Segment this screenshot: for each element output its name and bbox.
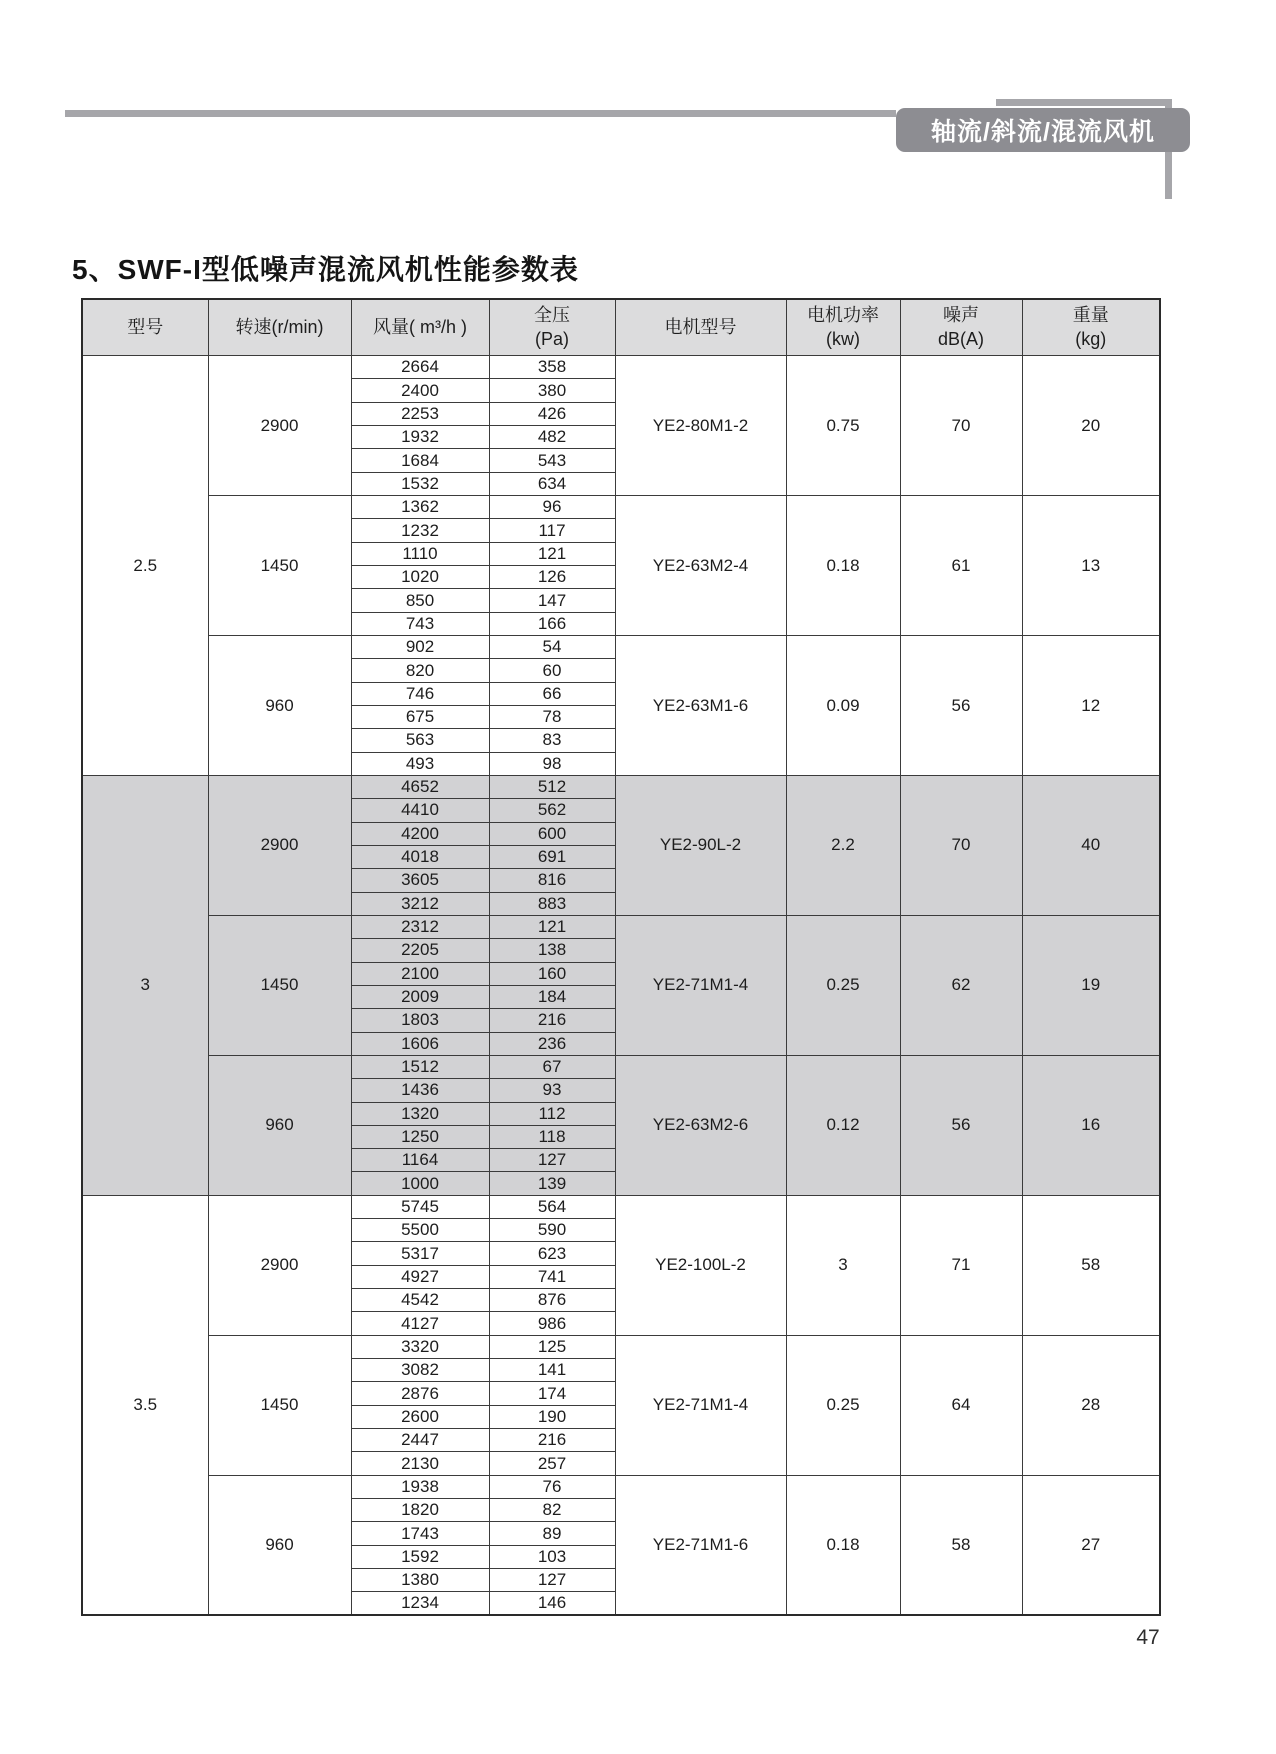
pressure-cell: 166 <box>489 612 615 635</box>
table-head <box>82 299 1160 356</box>
flow-cell: 1234 <box>351 1592 489 1615</box>
pressure-cell: 67 <box>489 1055 615 1078</box>
column-header-label: 噪声 <box>943 305 979 326</box>
column-header-label: 电机功率 <box>807 305 879 326</box>
speed-cell: 2900 <box>208 775 351 915</box>
pressure-cell: 512 <box>489 775 615 798</box>
flow-cell: 3212 <box>351 892 489 915</box>
pressure-cell: 426 <box>489 402 615 425</box>
motor-power-cell: 0.18 <box>786 495 900 635</box>
noise-cell: 64 <box>900 1335 1022 1475</box>
flow-cell: 1380 <box>351 1569 489 1592</box>
column-header-sublabel: (Pa) <box>534 328 569 349</box>
flow-cell: 1743 <box>351 1522 489 1545</box>
pressure-cell: 126 <box>489 565 615 588</box>
flow-cell: 2447 <box>351 1429 489 1452</box>
pressure-cell: 876 <box>489 1289 615 1312</box>
flow-cell: 850 <box>351 589 489 612</box>
pressure-cell: 543 <box>489 449 615 472</box>
table-row <box>82 1055 1160 1078</box>
pressure-cell: 76 <box>489 1475 615 1498</box>
flow-cell: 1232 <box>351 519 489 542</box>
category-badge <box>896 108 1190 152</box>
column-header-pressure <box>489 299 615 356</box>
pressure-cell: 190 <box>489 1405 615 1428</box>
pressure-cell: 562 <box>489 799 615 822</box>
model-cell: 2.5 <box>82 356 208 776</box>
pressure-cell: 125 <box>489 1335 615 1358</box>
flow-cell: 493 <box>351 752 489 775</box>
weight-cell: 28 <box>1022 1335 1160 1475</box>
table-body <box>82 356 1160 1616</box>
category-badge-label: 轴流/斜流/混流风机 <box>931 118 1155 146</box>
pressure-cell: 127 <box>489 1569 615 1592</box>
flow-cell: 2876 <box>351 1382 489 1405</box>
column-header-sublabel: (kw) <box>826 328 860 349</box>
pressure-cell: 98 <box>489 752 615 775</box>
motor-power-cell: 0.12 <box>786 1055 900 1195</box>
flow-cell: 1512 <box>351 1055 489 1078</box>
table-row <box>82 495 1160 518</box>
flow-cell: 1803 <box>351 1009 489 1032</box>
flow-cell: 3320 <box>351 1335 489 1358</box>
motor-power-cell: 0.09 <box>786 635 900 775</box>
flow-cell: 563 <box>351 729 489 752</box>
noise-cell: 70 <box>900 356 1022 496</box>
noise-cell: 58 <box>900 1475 1022 1615</box>
flow-cell: 746 <box>351 682 489 705</box>
pressure-cell: 147 <box>489 589 615 612</box>
motor-power-cell: 2.2 <box>786 775 900 915</box>
noise-cell: 71 <box>900 1195 1022 1335</box>
column-header-label: 电机型号 <box>664 316 737 337</box>
flow-cell: 743 <box>351 612 489 635</box>
column-header-sublabel: (kg) <box>1075 328 1107 349</box>
flow-cell: 5500 <box>351 1219 489 1242</box>
column-header-flow <box>351 299 489 356</box>
flow-cell: 1820 <box>351 1499 489 1522</box>
weight-cell: 40 <box>1022 775 1160 915</box>
table-row <box>82 775 1160 798</box>
flow-cell: 4018 <box>351 845 489 868</box>
weight-cell: 19 <box>1022 915 1160 1055</box>
pressure-cell: 482 <box>489 425 615 448</box>
pressure-cell: 146 <box>489 1592 615 1615</box>
pressure-cell: 121 <box>489 542 615 565</box>
flow-cell: 1250 <box>351 1125 489 1148</box>
pressure-cell: 634 <box>489 472 615 495</box>
column-header-label: 重量 <box>1072 305 1109 326</box>
pressure-cell: 83 <box>489 729 615 752</box>
flow-cell: 1000 <box>351 1172 489 1195</box>
column-header-label: 全压 <box>534 305 570 326</box>
header-rule-left <box>65 110 896 117</box>
weight-cell: 12 <box>1022 635 1160 775</box>
motor-model-cell: YE2-63M2-4 <box>615 495 786 635</box>
pressure-cell: 60 <box>489 659 615 682</box>
noise-cell: 62 <box>900 915 1022 1055</box>
pressure-cell: 127 <box>489 1149 615 1172</box>
flow-cell: 3082 <box>351 1359 489 1382</box>
flow-cell: 1684 <box>351 449 489 472</box>
column-header-model <box>82 299 208 356</box>
page-title: 5、SWF-I型低噪声混流风机性能参数表 <box>72 254 579 285</box>
speed-cell: 960 <box>208 635 351 775</box>
flow-cell: 2205 <box>351 939 489 962</box>
flow-cell: 4410 <box>351 799 489 822</box>
flow-cell: 2253 <box>351 402 489 425</box>
flow-cell: 4200 <box>351 822 489 845</box>
noise-cell: 56 <box>900 1055 1022 1195</box>
pressure-cell: 564 <box>489 1195 615 1218</box>
flow-cell: 1592 <box>351 1545 489 1568</box>
column-header-sublabel: dB(A) <box>937 328 984 349</box>
speed-cell: 2900 <box>208 356 351 496</box>
motor-model-cell: YE2-63M1-6 <box>615 635 786 775</box>
motor-model-cell: YE2-100L-2 <box>615 1195 786 1335</box>
speed-cell: 1450 <box>208 915 351 1055</box>
flow-cell: 1932 <box>351 425 489 448</box>
pressure-cell: 236 <box>489 1032 615 1055</box>
column-header-label: 转速(r/min) <box>235 316 324 337</box>
flow-cell: 902 <box>351 635 489 658</box>
flow-cell: 1532 <box>351 472 489 495</box>
pressure-cell: 138 <box>489 939 615 962</box>
column-header-motor <box>615 299 786 356</box>
pressure-cell: 883 <box>489 892 615 915</box>
table-row <box>82 356 1160 379</box>
motor-model-cell: YE2-71M1-6 <box>615 1475 786 1615</box>
pressure-cell: 160 <box>489 962 615 985</box>
flow-cell: 5745 <box>351 1195 489 1218</box>
speed-cell: 960 <box>208 1475 351 1615</box>
pressure-cell: 600 <box>489 822 615 845</box>
model-cell: 3.5 <box>82 1195 208 1615</box>
column-header-noise <box>900 299 1022 356</box>
flow-cell: 2130 <box>351 1452 489 1475</box>
pressure-cell: 82 <box>489 1499 615 1522</box>
pressure-cell: 741 <box>489 1265 615 1288</box>
table-row <box>82 635 1160 658</box>
model-cell: 3 <box>82 775 208 1195</box>
page-number: 47 <box>1136 1626 1160 1649</box>
table-row <box>82 915 1160 938</box>
pressure-cell: 174 <box>489 1382 615 1405</box>
pressure-cell: 816 <box>489 869 615 892</box>
flow-cell: 5317 <box>351 1242 489 1265</box>
pressure-cell: 103 <box>489 1545 615 1568</box>
flow-cell: 820 <box>351 659 489 682</box>
motor-model-cell: YE2-80M1-2 <box>615 356 786 496</box>
pressure-cell: 121 <box>489 915 615 938</box>
motor-power-cell: 3 <box>786 1195 900 1335</box>
pressure-cell: 78 <box>489 705 615 728</box>
flow-cell: 4542 <box>351 1289 489 1312</box>
flow-cell: 1938 <box>351 1475 489 1498</box>
motor-model-cell: YE2-90L-2 <box>615 775 786 915</box>
pressure-cell: 691 <box>489 845 615 868</box>
flow-cell: 4927 <box>351 1265 489 1288</box>
table-row <box>82 1475 1160 1498</box>
pressure-cell: 358 <box>489 356 615 379</box>
pressure-cell: 89 <box>489 1522 615 1545</box>
flow-cell: 2400 <box>351 379 489 402</box>
pressure-cell: 118 <box>489 1125 615 1148</box>
noise-cell: 70 <box>900 775 1022 915</box>
flow-cell: 675 <box>351 705 489 728</box>
pressure-cell: 257 <box>489 1452 615 1475</box>
motor-power-cell: 0.25 <box>786 915 900 1055</box>
flow-cell: 1436 <box>351 1079 489 1102</box>
speed-cell: 1450 <box>208 1335 351 1475</box>
column-header-label: 型号 <box>127 316 164 337</box>
table-row <box>82 1195 1160 1218</box>
flow-cell: 1020 <box>351 565 489 588</box>
motor-power-cell: 0.18 <box>786 1475 900 1615</box>
column-header-label: 风量( m³/h ) <box>373 316 467 337</box>
pressure-cell: 184 <box>489 985 615 1008</box>
header-corner-rule-horizontal <box>996 99 1172 106</box>
weight-cell: 16 <box>1022 1055 1160 1195</box>
flow-cell: 1362 <box>351 495 489 518</box>
motor-power-cell: 0.25 <box>786 1335 900 1475</box>
flow-cell: 4127 <box>351 1312 489 1335</box>
pressure-cell: 117 <box>489 519 615 542</box>
weight-cell: 58 <box>1022 1195 1160 1335</box>
flow-cell: 2600 <box>351 1405 489 1428</box>
weight-cell: 13 <box>1022 495 1160 635</box>
motor-power-cell: 0.75 <box>786 356 900 496</box>
weight-cell: 20 <box>1022 356 1160 496</box>
pressure-cell: 139 <box>489 1172 615 1195</box>
pressure-cell: 66 <box>489 682 615 705</box>
table-row <box>82 1335 1160 1358</box>
column-header-power <box>786 299 900 356</box>
noise-cell: 56 <box>900 635 1022 775</box>
flow-cell: 3605 <box>351 869 489 892</box>
motor-model-cell: YE2-63M2-6 <box>615 1055 786 1195</box>
pressure-cell: 54 <box>489 635 615 658</box>
noise-cell: 61 <box>900 495 1022 635</box>
pressure-cell: 623 <box>489 1242 615 1265</box>
pressure-cell: 112 <box>489 1102 615 1125</box>
pressure-cell: 93 <box>489 1079 615 1102</box>
flow-cell: 2100 <box>351 962 489 985</box>
pressure-cell: 380 <box>489 379 615 402</box>
header-row <box>82 299 1160 356</box>
flow-cell: 1164 <box>351 1149 489 1172</box>
performance-table <box>81 298 1161 1616</box>
column-header-speed <box>208 299 351 356</box>
pressure-cell: 141 <box>489 1359 615 1382</box>
performance-table-wrapper <box>81 298 1161 1616</box>
pressure-cell: 590 <box>489 1219 615 1242</box>
motor-model-cell: YE2-71M1-4 <box>615 915 786 1055</box>
speed-cell: 2900 <box>208 1195 351 1335</box>
flow-cell: 1110 <box>351 542 489 565</box>
speed-cell: 960 <box>208 1055 351 1195</box>
flow-cell: 2009 <box>351 985 489 1008</box>
flow-cell: 1320 <box>351 1102 489 1125</box>
flow-cell: 1606 <box>351 1032 489 1055</box>
motor-model-cell: YE2-71M1-4 <box>615 1335 786 1475</box>
flow-cell: 2664 <box>351 356 489 379</box>
weight-cell: 27 <box>1022 1475 1160 1615</box>
pressure-cell: 986 <box>489 1312 615 1335</box>
flow-cell: 4652 <box>351 775 489 798</box>
pressure-cell: 216 <box>489 1429 615 1452</box>
pressure-cell: 96 <box>489 495 615 518</box>
pressure-cell: 216 <box>489 1009 615 1032</box>
speed-cell: 1450 <box>208 495 351 635</box>
flow-cell: 2312 <box>351 915 489 938</box>
column-header-weight <box>1022 299 1160 356</box>
